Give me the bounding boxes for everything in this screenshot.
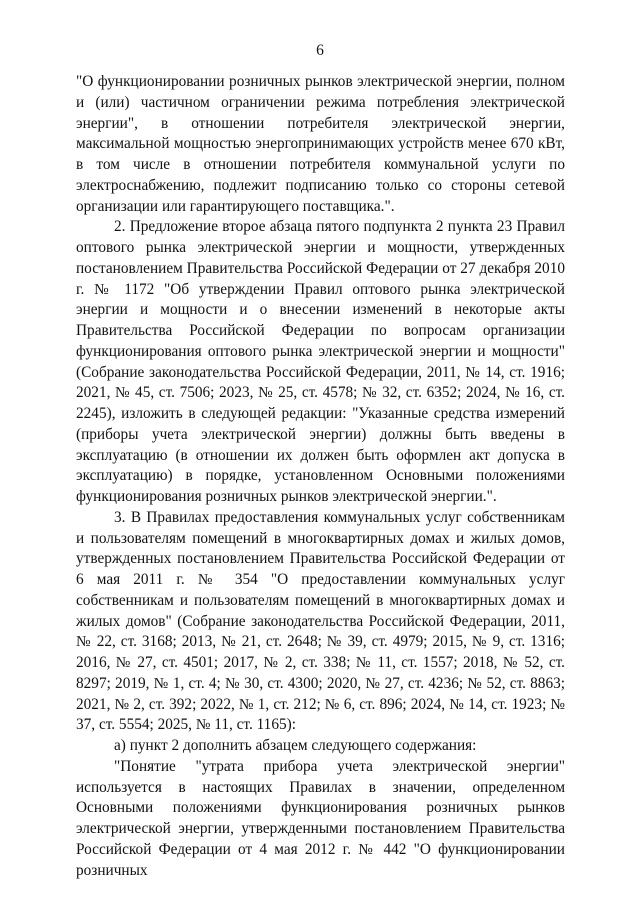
paragraph-definition: "Понятие "утрата прибора учета электрической энергии" используется в настоящих Правилах в значении, определенном Основными положениями функционирования розничных рынков электрической энергии, утвержденными постановлением Правительства Российской Федерации от 4 мая 2012 г. № 442 "О функционировании розничных (76, 757, 565, 879)
paragraph-continuation: "О функционировании розничных рынков электрической энергии, полном и (или) частичном ограничении режима потребления электрической энергии", в отношении потребителя электрической энергии, максимальной мощностью энергопринимающих устройств менее 670 кВт, в том числе в отношении потребителя коммунальной услуги по электроснабжению, подлежит подписанию только со стороны сетевой организации или гарантирующего поставщика.". (76, 73, 565, 215)
paragraph-item-2: 2. Предложение второе абзаца пятого подпункта 2 пункта 23 Правил оптового рынка электрической энергии и мощности, утвержденных постановлением Правительства Российской Федерации от 27 декабря 2010 г. № 1172 "Об утверждении Правил оптового рынка электрической энергии и мощности и о внесении изменений в некоторые акты Правительства Российской Федерации по вопросам организации функционирования оптового рынка электрической энергии и мощности" (Собрание законодательства Российской Федерации, 2011, № 14, ст. 1916; 2021, № 45, ст. 7506; 2023, № 25, ст. 4578; № 32, ст. 6352; 2024, № 16, ст. 2245), изложить в следующей редакции: "Указанные средства измерений (приборы учета электрической энергии) должны быть введены в эксплуатацию (в отношении их должен быть оформлен акт допуска в эксплуатацию) в порядке, установленном Основными положениями функционирования розничных рынков электрической энергии.". (76, 218, 565, 505)
document-body (76, 72, 565, 881)
page-number: 6 (316, 42, 324, 59)
paragraph-item-3: 3. В Правилах предоставления коммунальных услуг собственникам и пользователям помещений в многоквартирных домах и жилых домов, утвержденных постановлением Правительства Российской Федерации от 6 мая 2011 г. № 354 "О предоставлении коммунальных услуг собственникам и пользователям помещений в многоквартирных домах и жилых домов" (Собрание законодательства Российской Федерации, 2011, № 22, ст. 3168; 2013, № 21, ст. 2648; № 39, ст. 4979; 2015, № 9, ст. 1316; 2016, № 27, ст. 4501; 2017, № 2, ст. 338; № 11, ст. 1557; 2018, № 52, ст. 8297; 2019, № 1, ст. 4; № 30, ст. 4300; 2020, № 27, ст. 4236; № 52, ст. 8863; 2021, № 2, ст. 392; 2022, № 1, ст. 212; № 6, ст. 896; 2024, № 14, ст. 1923; № 37, ст. 5554; 2025, № 11, ст. 1165): (76, 508, 565, 734)
paragraph-subitem-a: а) пункт 2 дополнить абзацем следующего содержания: (114, 737, 477, 754)
